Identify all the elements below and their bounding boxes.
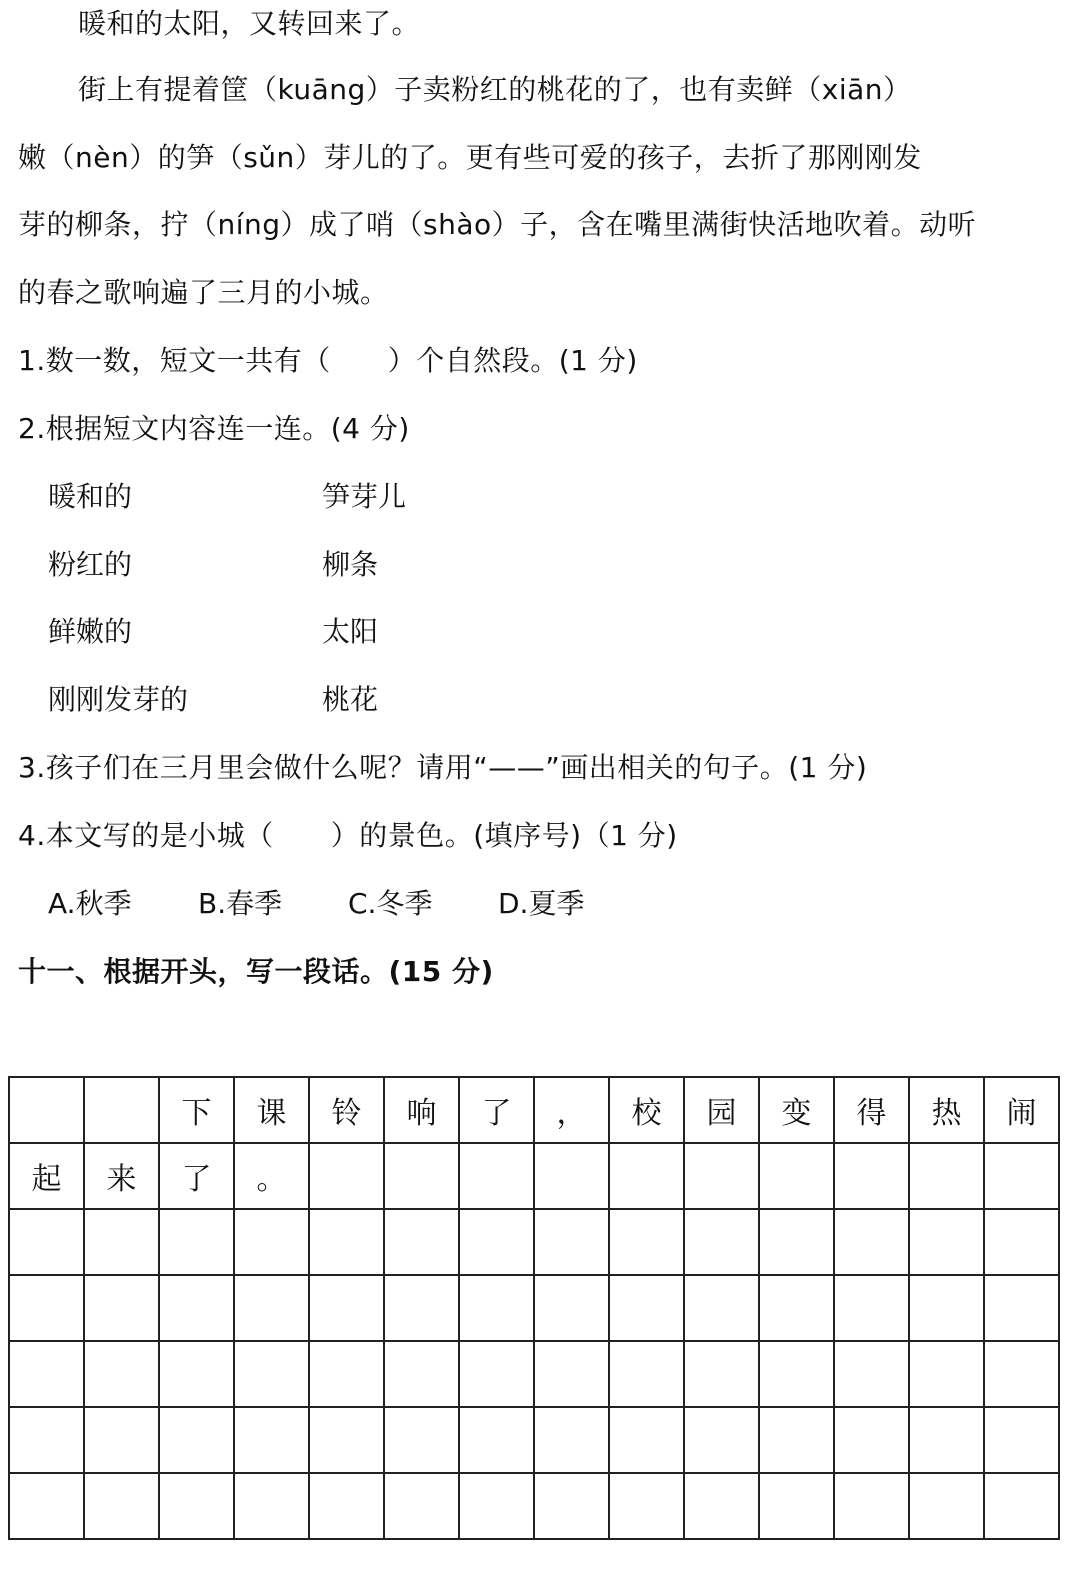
grid-cell[interactable] xyxy=(534,1341,609,1407)
answer-options xyxy=(48,884,584,924)
grid-cell[interactable] xyxy=(834,1407,909,1473)
grid-cell[interactable] xyxy=(459,1407,534,1473)
grid-cell[interactable] xyxy=(84,1077,159,1143)
grid-cell[interactable] xyxy=(909,1209,984,1275)
grid-cell[interactable] xyxy=(984,1341,1059,1407)
grid-cell[interactable] xyxy=(834,1275,909,1341)
grid-cell[interactable] xyxy=(459,1143,534,1209)
grid-cell[interactable] xyxy=(384,1407,459,1473)
grid-cell[interactable]: 变 xyxy=(759,1077,834,1143)
grid-cell[interactable] xyxy=(984,1407,1059,1473)
grid-cell[interactable] xyxy=(759,1275,834,1341)
grid-cell[interactable] xyxy=(609,1473,684,1539)
grid-cell[interactable] xyxy=(384,1473,459,1539)
grid-cell[interactable] xyxy=(534,1275,609,1341)
grid-cell[interactable] xyxy=(159,1275,234,1341)
match-right-2: 柳条 xyxy=(322,548,379,581)
grid-cell[interactable]: 热 xyxy=(909,1077,984,1143)
grid-row xyxy=(9,1407,1059,1473)
grid-cell[interactable] xyxy=(609,1209,684,1275)
grid-cell[interactable] xyxy=(309,1407,384,1473)
grid-cell[interactable] xyxy=(984,1209,1059,1275)
passage-line-3: 嫩（nèn）的笋（sǔn）芽儿的了。更有些可爱的孩子，去折了那刚刚发 xyxy=(18,141,922,174)
match-left-4: 刚刚发芽的 xyxy=(48,683,189,716)
passage-line-1: 暖和的太阳，又转回来了。 xyxy=(78,7,421,40)
grid-cell[interactable] xyxy=(909,1275,984,1341)
grid-cell[interactable] xyxy=(9,1077,84,1143)
grid-cell[interactable] xyxy=(909,1407,984,1473)
grid-cell[interactable] xyxy=(309,1341,384,1407)
grid-cell[interactable] xyxy=(159,1341,234,1407)
grid-cell[interactable] xyxy=(309,1473,384,1539)
grid-cell[interactable] xyxy=(384,1209,459,1275)
grid-cell[interactable] xyxy=(384,1275,459,1341)
grid-cell[interactable]: 来 xyxy=(84,1143,159,1209)
grid-row xyxy=(9,1275,1059,1341)
option-c: C.冬季 xyxy=(348,887,433,920)
grid-cell[interactable] xyxy=(84,1473,159,1539)
grid-cell[interactable] xyxy=(9,1209,84,1275)
grid-cell[interactable] xyxy=(384,1143,459,1209)
grid-cell[interactable] xyxy=(834,1209,909,1275)
grid-cell[interactable]: 铃 xyxy=(309,1077,384,1143)
grid-cell[interactable] xyxy=(459,1473,534,1539)
grid-cell[interactable] xyxy=(9,1275,84,1341)
grid-row xyxy=(9,1209,1059,1275)
grid-cell[interactable] xyxy=(984,1473,1059,1539)
match-right-1: 笋芽儿 xyxy=(322,480,407,513)
grid-cell[interactable] xyxy=(759,1143,834,1209)
grid-cell[interactable] xyxy=(684,1275,759,1341)
grid-cell[interactable] xyxy=(9,1473,84,1539)
grid-cell[interactable] xyxy=(234,1341,309,1407)
grid-cell[interactable] xyxy=(909,1143,984,1209)
grid-row xyxy=(9,1473,1059,1539)
grid-cell[interactable]: 了 xyxy=(459,1077,534,1143)
grid-cell[interactable] xyxy=(9,1407,84,1473)
grid-cell[interactable] xyxy=(759,1341,834,1407)
grid-cell[interactable] xyxy=(234,1407,309,1473)
grid-cell[interactable] xyxy=(159,1473,234,1539)
grid-cell[interactable] xyxy=(684,1407,759,1473)
grid-cell[interactable] xyxy=(834,1341,909,1407)
grid-cell[interactable] xyxy=(984,1275,1059,1341)
grid-cell[interactable] xyxy=(234,1473,309,1539)
grid-row xyxy=(9,1077,1059,1143)
grid-cell[interactable]: 响 xyxy=(384,1077,459,1143)
question-4: 4.本文写的是小城（ ）的景色。(填序号)（1 分) xyxy=(18,819,678,852)
grid-cell[interactable] xyxy=(759,1209,834,1275)
grid-cell[interactable]: 起 xyxy=(9,1143,84,1209)
grid-cell[interactable]: 。 xyxy=(234,1143,309,1209)
grid-cell[interactable] xyxy=(534,1473,609,1539)
grid-cell[interactable] xyxy=(684,1209,759,1275)
match-left-3: 鲜嫩的 xyxy=(48,615,133,648)
match-right-4: 桃花 xyxy=(322,683,379,716)
grid-cell[interactable] xyxy=(609,1407,684,1473)
grid-cell[interactable] xyxy=(84,1275,159,1341)
question-3: 3.孩子们在三月里会做什么呢？请用“——”画出相关的句子。(1 分) xyxy=(18,751,868,784)
grid-cell[interactable] xyxy=(759,1407,834,1473)
grid-cell[interactable] xyxy=(9,1341,84,1407)
grid-cell[interactable] xyxy=(609,1275,684,1341)
grid-cell[interactable] xyxy=(534,1407,609,1473)
question-1: 1.数一数，短文一共有（ ）个自然段。(1 分) xyxy=(18,344,638,377)
option-a: A.秋季 xyxy=(48,887,132,920)
grid-cell[interactable]: 校 xyxy=(609,1077,684,1143)
grid-cell[interactable] xyxy=(834,1143,909,1209)
grid-cell[interactable]: 课 xyxy=(234,1077,309,1143)
grid-cell[interactable] xyxy=(159,1209,234,1275)
grid-cell[interactable]: 了 xyxy=(159,1143,234,1209)
grid-cell[interactable] xyxy=(309,1143,384,1209)
grid-cell[interactable] xyxy=(684,1143,759,1209)
option-b: B.春季 xyxy=(198,887,283,920)
match-left-2: 粉红的 xyxy=(48,548,133,581)
grid-row xyxy=(9,1341,1059,1407)
grid-cell[interactable] xyxy=(234,1275,309,1341)
grid-cell[interactable] xyxy=(609,1341,684,1407)
writing-grid xyxy=(8,1076,1060,1540)
match-left-1: 暖和的 xyxy=(48,480,133,513)
grid-cell[interactable] xyxy=(384,1341,459,1407)
grid-cell[interactable] xyxy=(309,1275,384,1341)
grid-cell[interactable] xyxy=(459,1209,534,1275)
grid-cell[interactable] xyxy=(909,1473,984,1539)
option-d: D.夏季 xyxy=(498,887,585,920)
grid-cell[interactable] xyxy=(309,1209,384,1275)
grid-cell[interactable] xyxy=(534,1209,609,1275)
grid-cell[interactable] xyxy=(459,1341,534,1407)
grid-cell[interactable] xyxy=(684,1473,759,1539)
grid-cell[interactable] xyxy=(459,1275,534,1341)
grid-cell[interactable] xyxy=(84,1341,159,1407)
grid-cell[interactable] xyxy=(84,1407,159,1473)
grid-cell[interactable] xyxy=(984,1143,1059,1209)
grid-cell[interactable] xyxy=(609,1143,684,1209)
grid-cell[interactable] xyxy=(909,1341,984,1407)
grid-cell[interactable]: 闹 xyxy=(984,1077,1059,1143)
passage-line-2: 街上有提着筐（kuāng）子卖粉红的桃花的了，也有卖鲜（xiān） xyxy=(78,73,912,106)
grid-cell[interactable] xyxy=(84,1209,159,1275)
grid-cell[interactable]: 园 xyxy=(684,1077,759,1143)
grid-cell[interactable] xyxy=(759,1473,834,1539)
match-right-3: 太阳 xyxy=(322,615,379,648)
grid-cell[interactable]: ， xyxy=(534,1077,609,1143)
grid-cell[interactable] xyxy=(234,1209,309,1275)
grid-cell[interactable] xyxy=(159,1407,234,1473)
grid-cell[interactable] xyxy=(534,1143,609,1209)
grid-cell[interactable] xyxy=(684,1341,759,1407)
grid-row xyxy=(9,1143,1059,1209)
grid-cell[interactable]: 得 xyxy=(834,1077,909,1143)
passage-line-5: 的春之歌响遍了三月的小城。 xyxy=(18,276,389,309)
grid-cell[interactable] xyxy=(834,1473,909,1539)
section-eleven-heading: 十一、根据开头，写一段话。(15 分) xyxy=(18,955,494,988)
question-2: 2.根据短文内容连一连。(4 分) xyxy=(18,412,410,445)
passage-line-4: 芽的柳条，拧（níng）成了哨（shào）子，含在嘴里满街快活地吹着。动听 xyxy=(18,208,977,241)
grid-cell[interactable]: 下 xyxy=(159,1077,234,1143)
